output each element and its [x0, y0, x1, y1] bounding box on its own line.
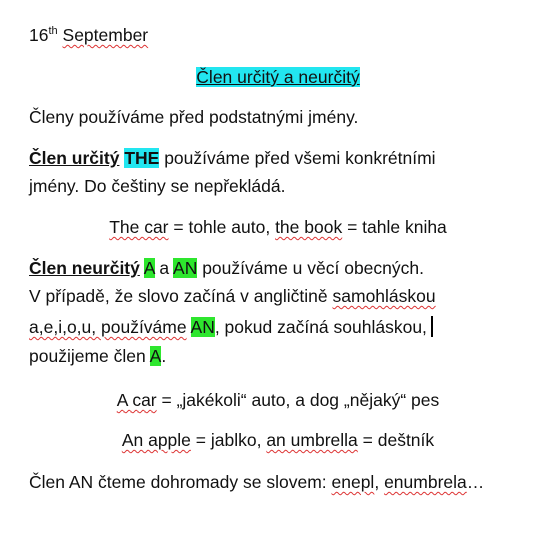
- example-an-umbrella-tr: = deštník: [357, 430, 435, 450]
- definite-rest-1: používáme před všemi konkrétními: [164, 148, 436, 168]
- indefinite-line-2: [29, 285, 436, 307]
- pronunciation-enumbrela: enumbrela: [384, 472, 467, 492]
- example-a-car: A car: [116, 390, 157, 410]
- example-a-rest: = „jakékoli“ auto, a dog „nějaký“ pes: [156, 390, 440, 410]
- indefinite-article-a: A: [143, 258, 155, 278]
- intro-line: Členy používáme před podstatnými jmény.: [29, 107, 359, 127]
- example-the-car: The car: [109, 217, 169, 237]
- page-title: Člen určitý a neurčitý: [196, 67, 360, 87]
- indefinite-line-4c: .: [161, 346, 167, 366]
- example-the-book: the book: [275, 217, 343, 237]
- indefinite-conj: a: [159, 258, 170, 278]
- indefinite-line-3: [29, 316, 433, 338]
- indefinite-line-2a: V případě, že slovo začíná v angličtině: [29, 286, 333, 306]
- pronunciation-enepl: enepl: [331, 472, 375, 492]
- indefinite-rest: používáme u věcí obecných.: [202, 258, 424, 278]
- text-cursor: [431, 316, 433, 337]
- example-an-apple: An apple: [121, 430, 191, 450]
- date-line: [29, 24, 148, 46]
- example-the-book-tr: = tahle kniha: [342, 217, 447, 237]
- pronunciation-sep: ,: [374, 472, 385, 492]
- definite-line-1: [29, 147, 436, 169]
- example-an-line: [0, 429, 556, 451]
- indefinite-article-an: AN: [173, 258, 198, 278]
- indefinite-line-3a: a,e,i,o,u, používáme: [29, 317, 187, 337]
- pronunciation-lead: Člen AN čteme dohromady se slovem:: [29, 472, 332, 492]
- example-a-line: [0, 389, 556, 411]
- date-month: September: [62, 25, 149, 45]
- definite-article: THE: [124, 148, 160, 168]
- indefinite-a-highlight: A: [149, 346, 162, 366]
- indefinite-term: Člen neurčitý: [29, 258, 140, 278]
- indefinite-samohlaskou: samohláskou: [332, 286, 436, 306]
- date-day: 16: [29, 25, 49, 45]
- indefinite-line-3c: , pokud začíná souhláskou,: [214, 317, 427, 337]
- example-the-car-tr: = tohle auto,: [168, 217, 276, 237]
- indefinite-line-4a: použijeme člen: [29, 346, 150, 366]
- pronunciation-line: [29, 471, 484, 493]
- indefinite-line-4: [29, 345, 166, 367]
- date-suffix: th: [48, 25, 58, 38]
- indefinite-an-highlight: AN: [190, 317, 215, 337]
- example-an-umbrella: an umbrella: [266, 430, 358, 450]
- pronunciation-ellipsis: …: [466, 472, 485, 492]
- example-an-apple-tr: = jablko,: [190, 430, 267, 450]
- title-line: [0, 66, 556, 88]
- definite-term: Člen určitý: [29, 148, 120, 168]
- indefinite-line-1: [29, 257, 424, 279]
- definite-line-2: jmény. Do češtiny se nepřekládá.: [29, 176, 286, 196]
- definite-example: [0, 216, 556, 238]
